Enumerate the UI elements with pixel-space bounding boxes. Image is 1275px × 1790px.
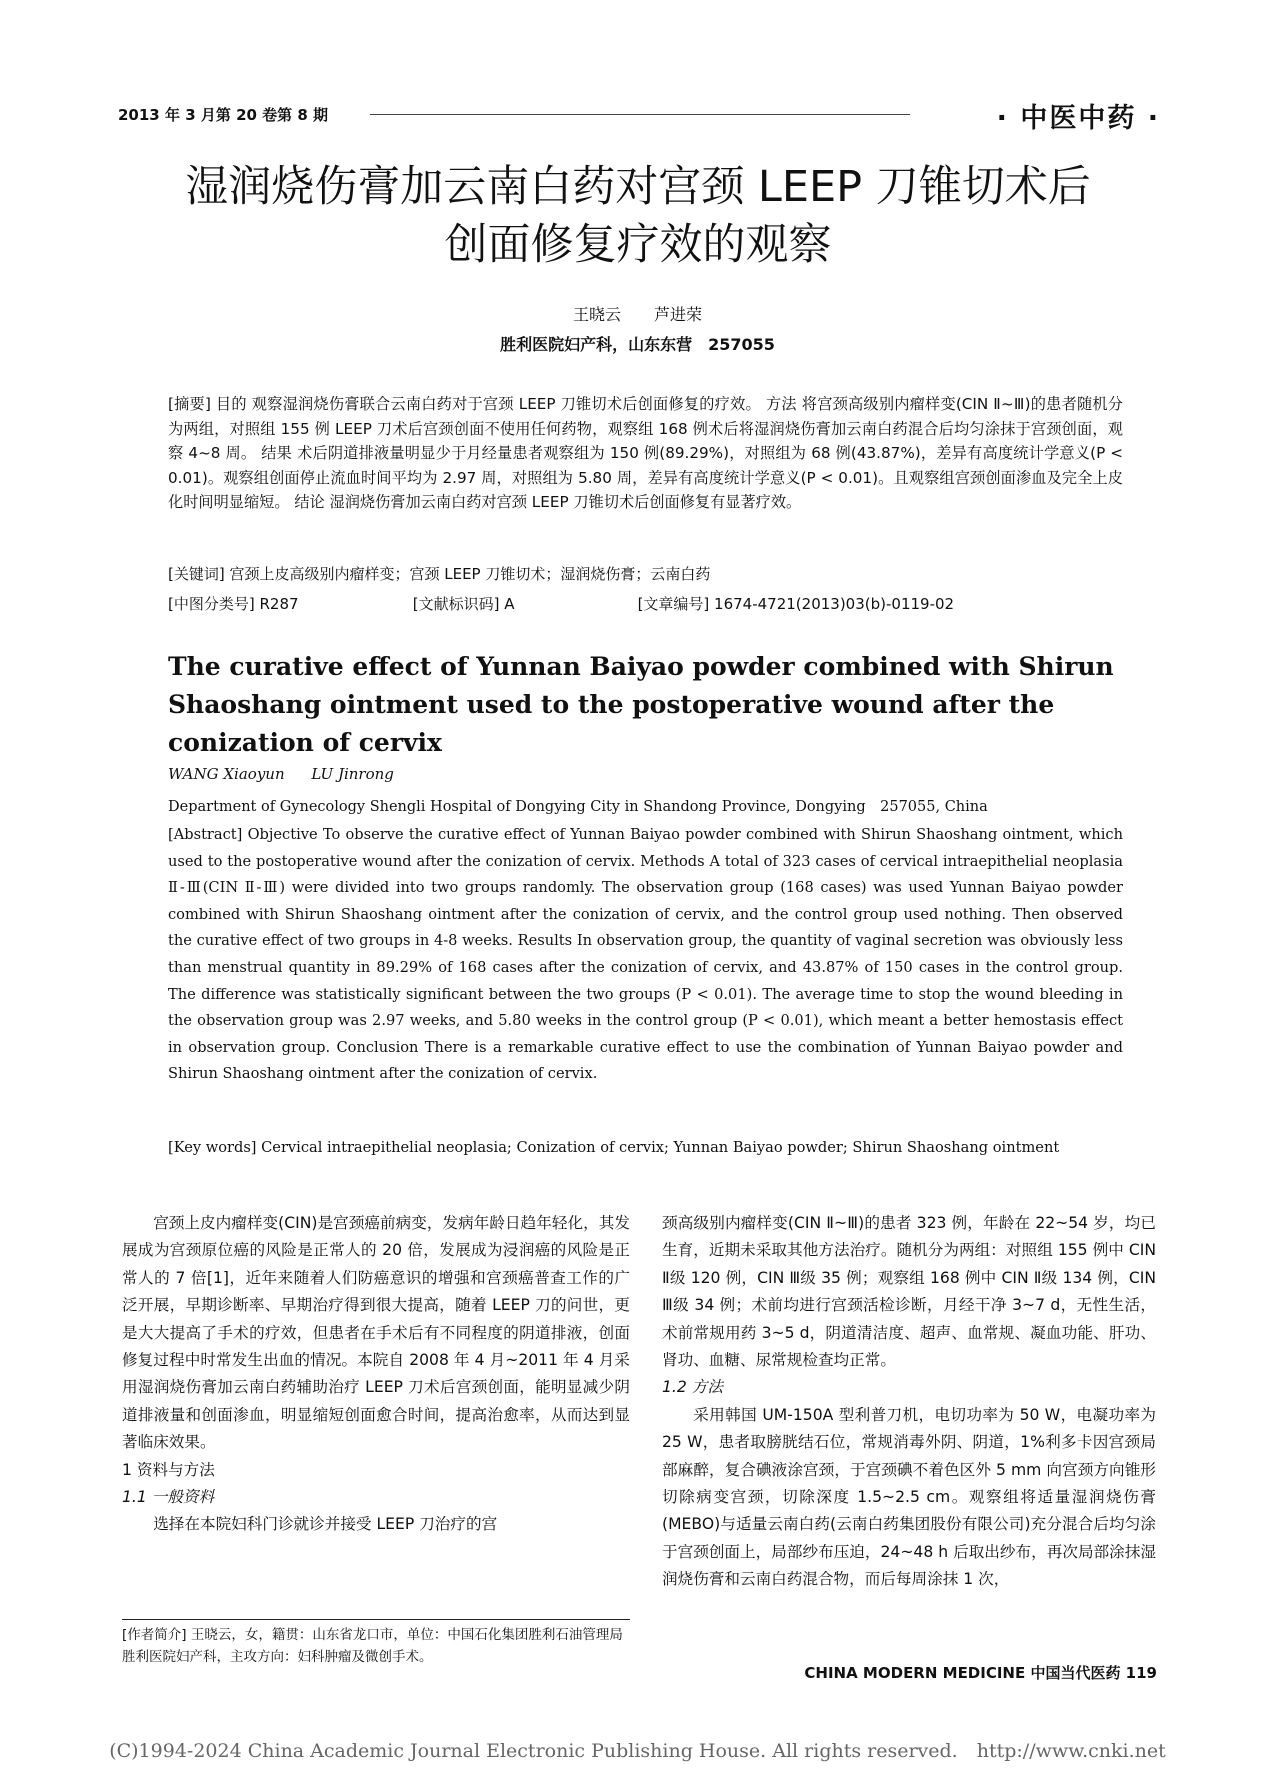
article-number: [文章编号] 1674-4721(2013)03(b)-0119-02 bbox=[637, 595, 955, 613]
section-heading-1-2: 1.2 方法 bbox=[662, 1378, 723, 1397]
affiliation: 胜利医院妇产科，山东东营 257055 bbox=[500, 335, 775, 354]
section-heading-1-1: 1.1 一般资料 bbox=[122, 1488, 215, 1507]
section-heading-1: 1 资料与方法 bbox=[122, 1460, 215, 1479]
intro-paragraph: 宫颈上皮内瘤样变(CIN)是宫颈癌前病变，发病年龄日趋年轻化，其发展成为宫颈原位癌的风险是正常人的 20 倍，发展成为浸润癌的风险是正常人的 7 倍[1]，近年来随着人们防癌意识的增强和宫颈癌普查工作的广泛开展，早期诊断率、早期治疗得到很大提高，随着 LEEP 刀的问世，更是大大提高了手术的疗效，但患者在手术后有不同程度的阴道排液，创面修复过程中时常发生出血的情况。本院自 2008 年 4 月~2011 年 4 月采用湿润烧伤膏加云南白药辅助治疗 LEEP 刀术后宫颈创面，能明显减少阴道排液量和创面渗血，明显缩短创面愈合时间，提高治愈率，从而达到显著临床效果。 bbox=[122, 1214, 630, 1452]
body-right-column bbox=[662, 1210, 1156, 1594]
english-author-1: WANG Xiaoyun bbox=[168, 765, 285, 783]
body-left-column bbox=[122, 1210, 630, 1539]
english-authors bbox=[168, 765, 416, 783]
paragraph-1-2: 采用韩国 UM-150A 型利普刀机，电切功率为 50 W，电凝功率为 25 W，患者取膀胱结石位，常规消毒外阴、阴道，1%利多卡因宫颈局部麻醉，复合碘液涂宫颈，于宫颈碘不着色区外 5 mm 向宫颈方向锥形切除病变宫颈，切除深度 1.5~2.5 cm。观察组将适量湿润烧伤膏(MEBO)与适量云南白药(云南白药集团股份有限公司)充分混合后均匀涂于宫颈创面上，局部纱布压迫，24~48 h 后取出纱布，再次局部涂抹湿润烧伤膏和云南白药混合物，而后每周涂抹 1 次， bbox=[662, 1405, 1156, 1589]
header-rule bbox=[370, 114, 910, 115]
author-1: 王晓云 bbox=[572, 305, 621, 324]
paragraph-1-1-continued: 颈高级别内瘤样变(CIN Ⅱ~Ⅲ)的患者 323 例，年龄在 22~54 岁，均已生育，近期未采取其他方法治疗。随机分为两组：对照组 155 例中 CIN Ⅱ级 120 例，CIN Ⅲ级 35 例；观察组 168 例中 CIN Ⅱ级 134 例，CIN Ⅲ级 34 例；术前均进行宫颈活检诊断，月经干净 3~7 d，无性生活，术前常规用药 3~5 d，阴道清洁度、超声、血常规、凝血功能、肝功、肾功、血糖、尿常规检查均正常。 bbox=[662, 1214, 1156, 1370]
document-code: [文献标识码] A bbox=[412, 595, 515, 613]
title-line-1: 湿润烧伤膏加云南白药对宫颈 LEEP 刀锥切术后 bbox=[185, 162, 1091, 212]
section-label: · 中医中药 · bbox=[996, 103, 1160, 134]
authors bbox=[0, 302, 1275, 325]
english-author-2: LU Jinrong bbox=[311, 765, 394, 783]
english-abstract: [Abstract] Objective To observe the curative effect of Yunnan Baiyao powder combined with Shirun Shaoshang ointment, which used to the postoperative wound after the conization of cervix. Methods A total of 323 cases of cervical intraepithelial neoplasia Ⅱ-Ⅲ(CIN Ⅱ-Ⅲ) were divided into two groups randomly. The observation group (168 cases) was used Yunnan Baiyao powder combined with Shirun Shaoshang ointment after the conization of cervix, and the control group used nothing. Then observed the curative effect of two groups in 4-8 weeks. Results In observation group, the quantity of vaginal secretion was obviously less than menstrual quantity in 89.29% of 168 cases after the conization of cervix, and 43.87% of 150 cases in the control group. The difference was statistically significant between the two groups (P < 0.01). The average time to stop the wound bleeding in the observation group was 2.97 weeks, and 5.80 weeks in the control group (P < 0.01), which meant a better hemostasis effect in observation group. Conclusion There is a remarkable curative effect to use the combination of Yunnan Baiyao powder and Shirun Shaoshang ointment after the conization of cervix. bbox=[168, 826, 1123, 1083]
classification-line bbox=[168, 593, 1123, 614]
clc-number: [中图分类号] R287 bbox=[168, 595, 299, 613]
english-title: The curative effect of Yunnan Baiyao powder combined with Shirun Shaoshang ointment used to the postoperative wound after the conization of cervix bbox=[168, 652, 1114, 757]
title-line-2: 创面修复疗效的观察 bbox=[444, 220, 832, 270]
article-title bbox=[118, 158, 1158, 274]
copyright-watermark: (C)1994-2024 China Academic Journal Electronic Publishing House. All rights reserved. http://www.cnki.net bbox=[109, 1740, 1166, 1762]
chinese-abstract: [摘要] 目的 观察湿润烧伤膏联合云南白药对于宫颈 LEEP 刀锥切术后创面修复的疗效。 方法 将宫颈高级别内瘤样变(CIN Ⅱ~Ⅲ)的患者随机分为两组，对照组 155 例 LEEP 刀术后宫颈创面不使用任何药物，观察组 168 例术后将湿润烧伤膏加云南白药混合后均匀涂抹于宫颈创面，观察 4~8 周。 结果 术后阴道排液量明显少于月经量患者观察组为 150 例(89.29%)，对照组为 68 例(43.87%)，差异有高度统计学意义(P < 0.01)。观察组创面停止流血时间平均为 2.97 周，对照组为 5.80 周，差异有高度统计学意义(P < 0.01)。且观察组宫颈创面渗血及完全上皮化时间明显缩短。 结论 湿润烧伤膏加云南白药对宫颈 LEEP 刀锥切术后创面修复有显著疗效。 bbox=[168, 395, 1123, 511]
author-footnote: [作者简介] 王晓云，女，籍贯：山东省龙口市，单位：中国石化集团胜利石油管理局胜利医院妇产科，主攻方向：妇科肿瘤及微创手术。 bbox=[122, 1627, 623, 1665]
paragraph-1-1: 选择在本院妇科门诊就诊并接受 LEEP 刀治疗的宫 bbox=[153, 1515, 498, 1534]
page-footer: CHINA MODERN MEDICINE 中国当代医药 119 bbox=[804, 1664, 1157, 1682]
issue-info: 2013 年 3 月第 20 卷第 8 期 bbox=[118, 106, 329, 124]
footnote-rule bbox=[122, 1619, 630, 1620]
author-2: 芦进荣 bbox=[654, 305, 703, 324]
english-keywords: [Key words] Cervical intraepithelial neoplasia; Conization of cervix; Yunnan Baiyao powder; Shirun Shaoshang ointment bbox=[168, 1139, 1060, 1156]
english-affiliation: Department of Gynecology Shengli Hospital of Dongying City in Shandong Province, Dongying 257055, China bbox=[168, 799, 988, 815]
chinese-keywords: [关键词] 宫颈上皮高级别内瘤样变；宫颈 LEEP 刀锥切术；湿润烧伤膏；云南白药 bbox=[168, 565, 711, 583]
